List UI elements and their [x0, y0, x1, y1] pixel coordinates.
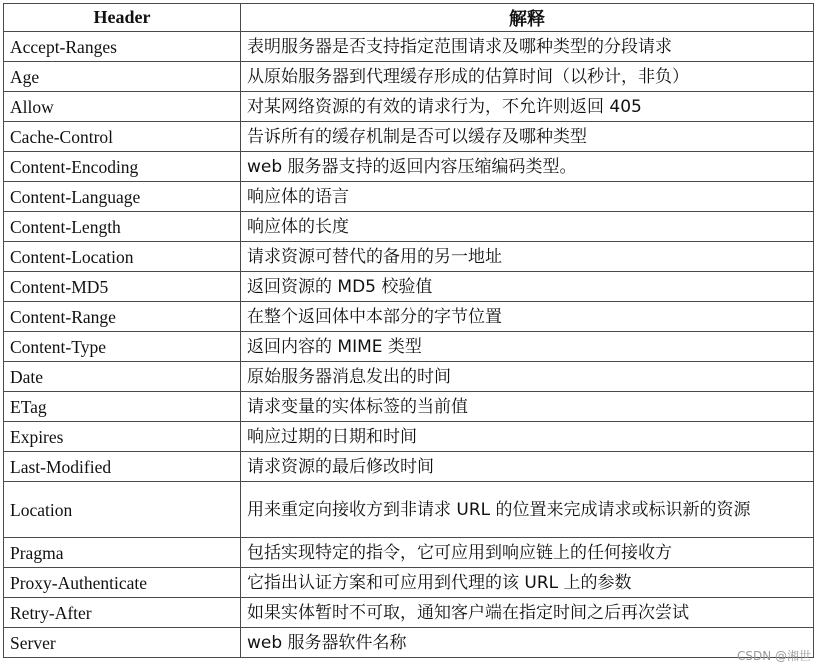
- header-name-cell: Content-Type: [4, 332, 241, 362]
- description-cell: 用来重定向接收方到非请求 URL 的位置来完成请求或标识新的资源: [241, 482, 814, 538]
- table-row: [4, 182, 814, 212]
- header-name-cell: Expires: [4, 422, 241, 452]
- description-cell: 包括实现特定的指令，它可应用到响应链上的任何接收方: [241, 538, 814, 568]
- header-name-cell: Server: [4, 628, 241, 658]
- description-cell: 请求资源的最后修改时间: [241, 452, 814, 482]
- column-header-header: Header: [4, 4, 241, 32]
- table-row: [4, 568, 814, 598]
- header-name-cell: Content-Range: [4, 302, 241, 332]
- description-cell: 返回内容的 MIME 类型: [241, 332, 814, 362]
- description-cell: 从原始服务器到代理缓存形成的估算时间（以秒计，非负）: [241, 62, 814, 92]
- description-cell: 请求资源可替代的备用的另一地址: [241, 242, 814, 272]
- table-row: [4, 482, 814, 538]
- description-cell: web 服务器支持的返回内容压缩编码类型。: [241, 152, 814, 182]
- header-name-cell: Proxy-Authenticate: [4, 568, 241, 598]
- description-cell: 如果实体暂时不可取，通知客户端在指定时间之后再次尝试: [241, 598, 814, 628]
- table-row: [4, 122, 814, 152]
- table-row: [4, 302, 814, 332]
- header-name-cell: Content-Length: [4, 212, 241, 242]
- description-cell: web 服务器软件名称: [241, 628, 814, 658]
- header-name-cell: Accept-Ranges: [4, 32, 241, 62]
- description-cell: 返回资源的 MD5 校验值: [241, 272, 814, 302]
- table-row: [4, 242, 814, 272]
- table-row: [4, 598, 814, 628]
- description-cell: 表明服务器是否支持指定范围请求及哪种类型的分段请求: [241, 32, 814, 62]
- description-cell: 响应体的长度: [241, 212, 814, 242]
- header-name-cell: Content-Location: [4, 242, 241, 272]
- response-headers-table-container: [3, 3, 813, 658]
- header-name-cell: Allow: [4, 92, 241, 122]
- header-name-cell: Age: [4, 62, 241, 92]
- header-name-cell: Date: [4, 362, 241, 392]
- header-name-cell: Cache-Control: [4, 122, 241, 152]
- table-row: [4, 92, 814, 122]
- description-cell: 响应过期的日期和时间: [241, 422, 814, 452]
- header-name-cell: Content-MD5: [4, 272, 241, 302]
- table-header-row: [4, 4, 814, 32]
- description-cell: 它指出认证方案和可应用到代理的该 URL 上的参数: [241, 568, 814, 598]
- header-name-cell: Retry-After: [4, 598, 241, 628]
- table-row: [4, 538, 814, 568]
- table-row: [4, 152, 814, 182]
- column-header-description: 解释: [241, 4, 814, 32]
- description-cell: 在整个返回体中本部分的字节位置: [241, 302, 814, 332]
- header-name-cell: Content-Language: [4, 182, 241, 212]
- table-row: [4, 628, 814, 658]
- table-row: [4, 422, 814, 452]
- header-name-cell: Content-Encoding: [4, 152, 241, 182]
- header-name-cell: Pragma: [4, 538, 241, 568]
- table-row: [4, 272, 814, 302]
- table-row: [4, 392, 814, 422]
- header-name-cell: Last-Modified: [4, 452, 241, 482]
- description-cell: 请求变量的实体标签的当前值: [241, 392, 814, 422]
- description-cell: 原始服务器消息发出的时间: [241, 362, 814, 392]
- description-cell: 对某网络资源的有效的请求行为，不允许则返回 405: [241, 92, 814, 122]
- table-row: [4, 32, 814, 62]
- header-name-cell: Location: [4, 482, 241, 538]
- table-row: [4, 212, 814, 242]
- table-row: [4, 452, 814, 482]
- description-cell: 告诉所有的缓存机制是否可以缓存及哪种类型: [241, 122, 814, 152]
- header-name-cell: ETag: [4, 392, 241, 422]
- description-cell: 响应体的语言: [241, 182, 814, 212]
- response-headers-table: [3, 3, 814, 658]
- table-row: [4, 362, 814, 392]
- watermark: CSDN @湘世: [736, 649, 811, 663]
- table-row: [4, 332, 814, 362]
- table-row: [4, 62, 814, 92]
